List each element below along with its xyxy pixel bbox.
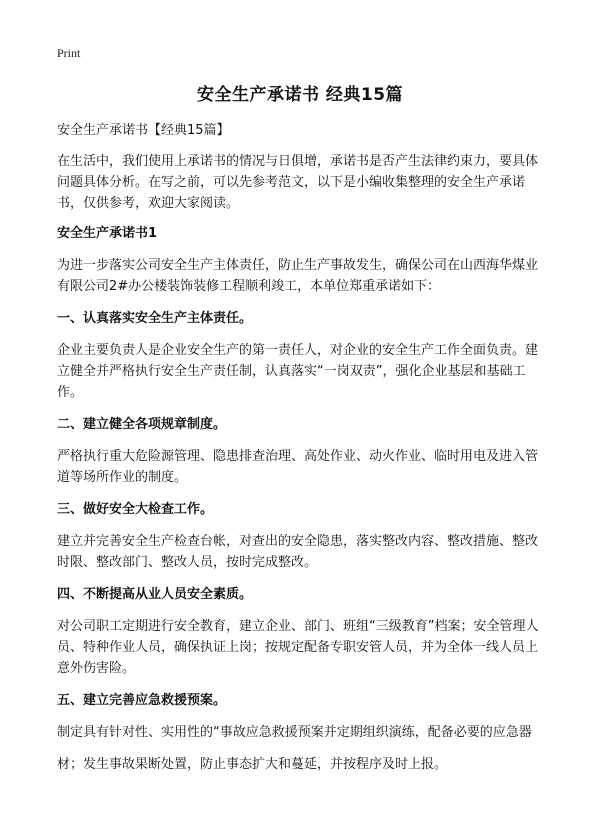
item-body-1: 企业主要负责人是企业安全生产的第一责任人，对企业的安全生产工作全面负责。建立健全并严格执行安全生产责任制，认真落实“一岗双责”，强化企业基层和基础工作。	[57, 343, 539, 400]
document-title: 安全生产承诺书 经典15篇	[196, 85, 404, 105]
print-label: Print	[57, 46, 81, 60]
document-body	[57, 120, 548, 786]
item-body-5: 制定具有针对性、实用性的“事故应急救援预案并定期组织演练，配备必要的应急器	[57, 725, 532, 740]
subtitle: 安全生产承诺书【经典15篇】	[57, 123, 230, 138]
section-title: 安全生产承诺书1	[57, 226, 158, 241]
section-intro-paragraph: 为进一步落实公司安全生产主体责任，防止生产事故发生，确保公司在山西海华煤业有限公司2#办公楼装饰装修工程顺利竣工，本单位郑重承诺如下：	[57, 258, 539, 294]
item-heading-4: 四、不断提高从业人员安全素质。	[57, 587, 253, 602]
intro-paragraph: 在生活中，我们使用上承诺书的情况与日俱增，承诺书是否产生法律约束力，要具体问题具体分析。在写之前，可以先参考范文，以下是小编收集整理的安全生产承诺书，仅供参考，欢迎大家阅读。	[57, 154, 539, 211]
item-heading-3: 三、做好安全大检查工作。	[57, 502, 214, 517]
item-heading-1: 一、认真落实安全生产主体责任。	[57, 311, 253, 326]
final-paragraph: 材；发生事故果断处置，防止事态扩大和蔓延，并按程序及时上报。	[57, 757, 448, 772]
item-body-3: 建立并完善安全生产检查台帐，对查出的安全隐患，落实整改内容、整改措施、整改时限、整改部门、整改人员，按时完成整改。	[57, 534, 539, 570]
item-body-2: 严格执行重大危险源管理、隐患排查治理、高处作业、动火作业、临时用电及进入管道等场所作业的制度。	[57, 449, 539, 485]
item-heading-2: 二、建立健全各项规章制度。	[57, 417, 227, 432]
item-heading-5: 五、建立完善应急救援预案。	[57, 693, 227, 708]
item-body-4: 对公司职工定期进行安全教育，建立企业、部门、班组“三级教育”档案；安全管理人员、特种作业人员，确保执证上岗；按规定配备专职安管人员，并为全体一线人员上意外伤害险。	[57, 619, 539, 676]
